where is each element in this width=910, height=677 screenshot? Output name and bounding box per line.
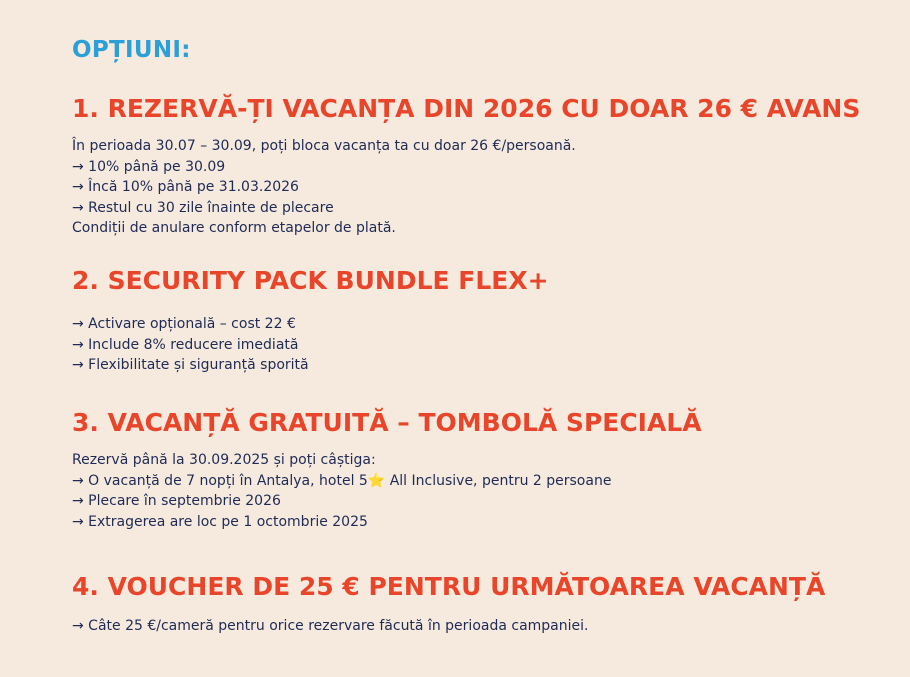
section-3 [72,406,702,532]
section-body [72,616,825,637]
section-body [72,314,549,376]
body-line: Rezervă până la 30.09.2025 și poți câștiga: [72,452,376,468]
body-line: → O vacanță de 7 nopți în Antalya, hotel 5⭐ All Inclusive, pentru 2 persoane [72,472,612,489]
page-title: OPȚIUNI: [72,37,191,63]
body-line: Condiții de anulare conform etapelor de plată. [72,220,396,236]
section-title: 4. VOUCHER DE 25 € PENTRU URMĂTOAREA VACANȚĂ [72,572,826,601]
section-2 [72,264,549,376]
body-line: → Include 8% reducere imediată [72,336,299,353]
body-line: → Restul cu 30 zile înainte de plecare [72,199,334,216]
section-body [72,136,860,239]
body-line: → Plecare în septembrie 2026 [72,493,281,509]
body-line: → Extragerea are loc pe 1 octombrie 2025 [72,513,368,530]
options-document [72,34,892,634]
body-line: În perioada 30.07 – 30.09, poți bloca vacanța ta cu doar 26 €/persoană. [72,138,576,154]
body-line: → Încă 10% până pe 31.03.2026 [72,179,299,195]
body-line: → Câte 25 €/cameră pentru orice rezervare făcută în perioada campaniei. [72,618,589,634]
section-title: 3. VACANȚĂ GRATUITĂ – TOMBOLĂ SPECIALĂ [72,408,702,437]
section-1 [72,92,860,239]
body-line: → Flexibilitate și siguranță sporită [72,357,309,373]
section-4 [72,570,825,637]
section-title: 2. SECURITY PACK BUNDLE FLEX+ [72,266,549,295]
body-line: → 10% până pe 30.09 [72,158,226,175]
section-title: 1. REZERVĂ-ȚI VACANȚA DIN 2026 CU DOAR 26 € AVANS [72,94,861,123]
section-body [72,450,702,532]
body-line: → Activare opțională – cost 22 € [72,316,296,332]
